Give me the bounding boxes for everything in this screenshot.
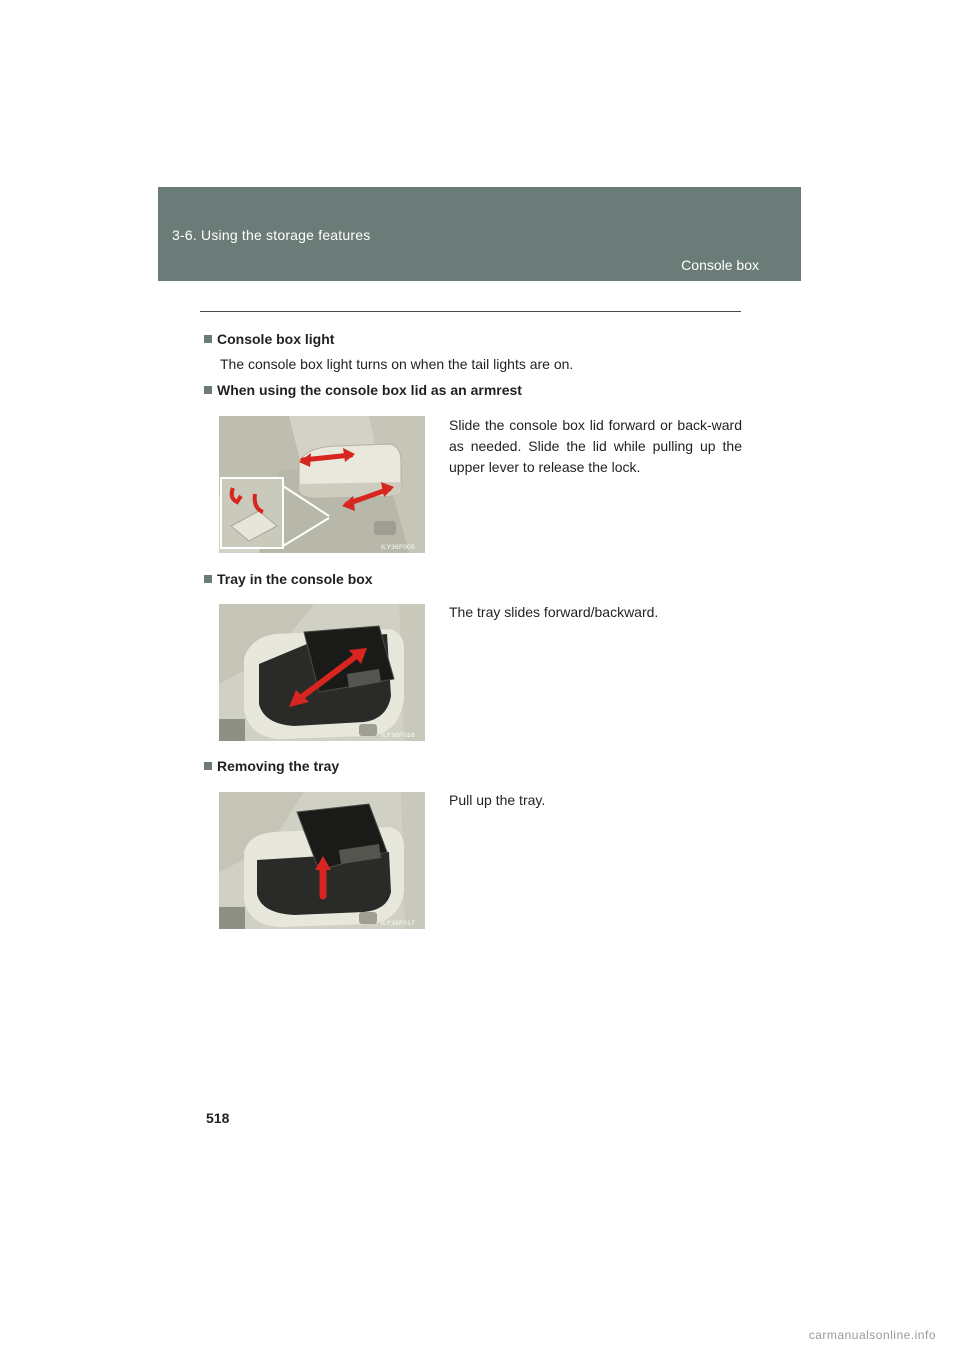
section-title: 3-6. Using the storage features bbox=[172, 227, 371, 243]
watermark: carmanualsonline.info bbox=[808, 1328, 936, 1342]
tray-caption: The tray slides forward/backward. bbox=[449, 604, 659, 620]
page-topic: Console box bbox=[681, 257, 759, 273]
divider bbox=[200, 311, 741, 312]
armrest-caption: Slide the console box lid forward or back-ward as needed. Slide the lid while pulling up the upper lever to release the lock. bbox=[449, 417, 742, 475]
tray-figure bbox=[219, 604, 425, 741]
console-light-text: The console box light turns on when the tail lights are on. bbox=[220, 356, 574, 372]
heading-console-box-light: Console box light bbox=[204, 331, 334, 347]
heading-removing-tray: Removing the tray bbox=[204, 758, 339, 774]
armrest-figure bbox=[219, 416, 425, 553]
bullet-square-icon bbox=[204, 575, 212, 583]
heading-tray: Tray in the console box bbox=[204, 571, 373, 587]
figure-code: ILY36F005 bbox=[380, 544, 415, 551]
heading-armrest: When using the console box lid as an armrest bbox=[204, 382, 522, 398]
bullet-square-icon bbox=[204, 386, 212, 394]
figure-code: ILY36F017 bbox=[380, 920, 415, 927]
section-header bbox=[158, 187, 801, 281]
bullet-square-icon bbox=[204, 335, 212, 343]
removing-tray-caption: Pull up the tray. bbox=[449, 792, 546, 808]
bullet-square-icon bbox=[204, 762, 212, 770]
removing-tray-figure bbox=[219, 792, 425, 929]
figure-code: ILY36F016 bbox=[380, 732, 415, 739]
page-number: 518 bbox=[206, 1110, 230, 1126]
